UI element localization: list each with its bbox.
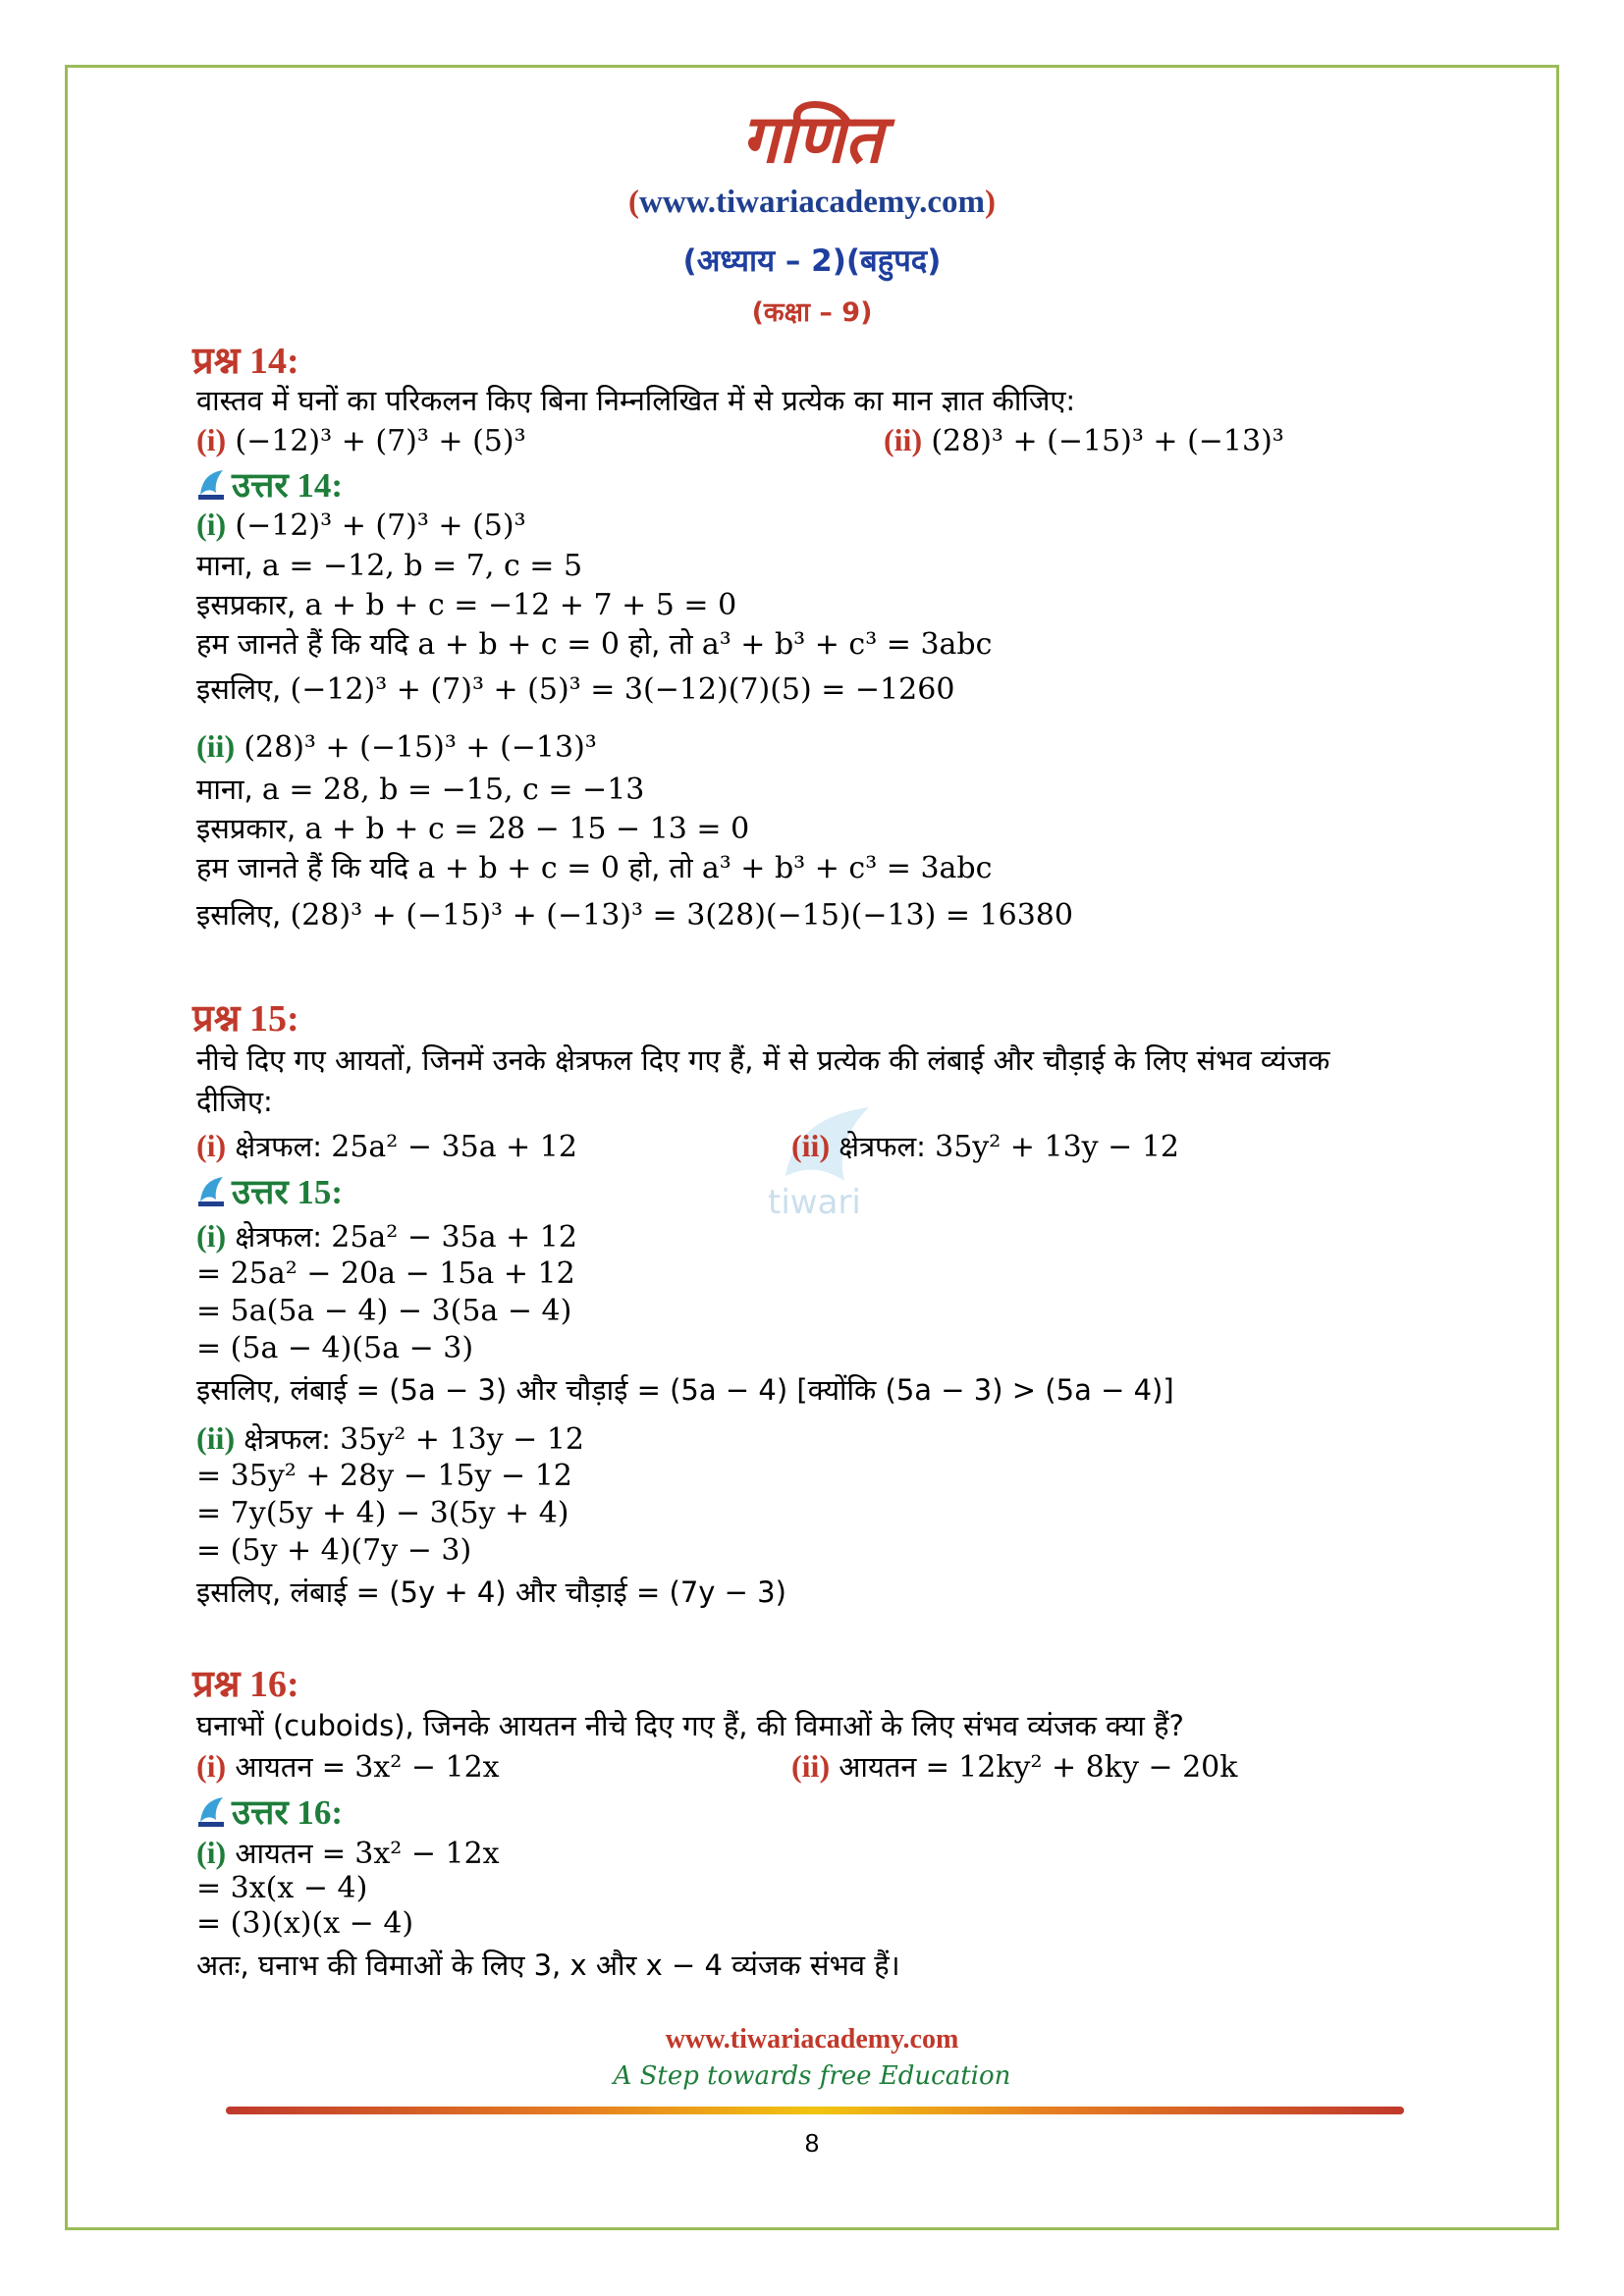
math-expr: 12ky² + 8ky − 20k: [958, 1750, 1238, 1785]
math-expr: a³ + b³ + c³ = 3abc: [701, 851, 993, 885]
a14-ii-line-4: [196, 895, 1073, 934]
text-part: माना,: [196, 549, 262, 582]
a15-i-step-1: = 25a² − 20a − 15a + 12: [196, 1256, 575, 1291]
part-tag: (i): [196, 507, 227, 542]
text-part: क्षेत्रफल:: [830, 1130, 936, 1163]
a15-part-ii-head: [196, 1419, 584, 1458]
text-part: क्षेत्रफल:: [235, 1422, 341, 1456]
part-tag: (i): [196, 1218, 227, 1254]
math-expr: (28)³ + (−15)³ + (−13)³: [931, 424, 1284, 458]
text-part: माना,: [196, 773, 262, 806]
part-tag: (i): [196, 1128, 227, 1163]
answer-15-label: [196, 1168, 343, 1214]
text-part: इसलिए,: [196, 898, 291, 932]
answer-label-text: उत्तर 14:: [232, 466, 344, 505]
watermark-text: tiwari: [768, 1183, 861, 1222]
question-15-text-2: दीजिए:: [196, 1085, 273, 1118]
math-expr: a + b + c = 28 − 15 − 13 = 0: [304, 812, 750, 846]
part-tag: (ii): [791, 1748, 831, 1784]
a16-i-conclusion: अतः, घनाभ की विमाओं के लिए 3, x और x − 4 व्यंजक संभव हैं।: [196, 1949, 900, 1982]
a14-i-line-1: [196, 546, 582, 584]
math-expr: 25a² − 35a + 12: [331, 1130, 577, 1164]
text-part: इसप्रकार,: [196, 588, 305, 621]
math-expr: 25a² − 35a + 12: [331, 1220, 577, 1255]
text-part: इसप्रकार,: [196, 812, 305, 845]
a15-i-step-2: = 5a(5a − 4) − 3(5a − 4): [196, 1294, 572, 1328]
a15-ii-conclusion: इसलिए, लंबाई = (5y + 4) और चौड़ाई = (7y − 3): [196, 1575, 786, 1609]
math-expr: (−12)³ + (7)³ + (5)³ = 3(−12)(7)(5) = −1260: [290, 672, 955, 707]
q14-part-i: [196, 422, 526, 458]
q16-part-ii: [791, 1747, 1237, 1786]
math-expr: 35y² + 13y − 12: [935, 1130, 1179, 1164]
part-tag: (ii): [791, 1128, 831, 1163]
page-title: गणित: [741, 100, 883, 179]
question-14-label: प्रश्न 14:: [192, 341, 299, 382]
paren-close: ): [984, 185, 996, 220]
question-15-text-1: नीचे दिए गए आयतों, जिनमें उनके क्षेत्रफल दिए गए हैं, में से प्रत्येक की लंबाई और चौड़ाई के लिए संभव व्यंजक: [196, 1043, 1330, 1077]
q16-part-i: [196, 1747, 500, 1786]
a14-i-line-2: [196, 585, 736, 623]
tiwari-logo-icon: [196, 1794, 226, 1828]
a16-part-i-head: [196, 1834, 500, 1872]
text-part: आयतन =: [830, 1750, 959, 1784]
math-expr: (28)³ + (−15)³ + (−13)³: [244, 730, 597, 765]
a15-ii-step-2: = 7y(5y + 4) − 3(5y + 4): [196, 1496, 569, 1530]
a14-ii-line-2: [196, 809, 749, 847]
a15-ii-step-1: = 35y² + 28y − 15y − 12: [196, 1459, 572, 1493]
part-tag: (ii): [196, 728, 236, 764]
answer-14-label: [196, 461, 343, 507]
question-16-text: घनाभों (cuboids), जिनके आयतन नीचे दिए गए हैं, की विमाओं के लिए संभव व्यंजक क्या हैं?: [196, 1709, 1184, 1742]
chapter-heading: (अध्याय – 2)(बहुपद): [682, 243, 942, 279]
math-expr: a + b + c = 0: [417, 627, 621, 662]
a14-i-line-3: [196, 624, 992, 663]
a14-ii-line-3: [196, 848, 992, 886]
footer-url-link[interactable]: www.tiwariacademy.com: [665, 2024, 959, 2055]
text-part: हम जानते हैं कि यदि: [196, 851, 418, 884]
header-website: [0, 185, 1624, 221]
header-url-link[interactable]: www.tiwariacademy.com: [639, 185, 985, 220]
part-tag: (i): [196, 1748, 227, 1784]
math-expr: a = −12, b = 7, c = 5: [261, 549, 583, 583]
question-14-text: वास्तव में घनों का परिकलन किए बिना निम्नलिखित में से प्रत्येक का मान ज्ञात कीजिए:: [196, 384, 1076, 417]
class-heading: (कक्षा – 9): [751, 297, 873, 328]
paren-open: (: [628, 185, 640, 220]
text-part: हम जानते हैं कि यदि: [196, 627, 418, 661]
q15-part-ii: [791, 1127, 1179, 1165]
math-expr: (−12)³ + (7)³ + (5)³: [235, 508, 526, 543]
math-expr: 3x² − 12x: [354, 1837, 500, 1871]
tiwari-logo-icon: [196, 1174, 226, 1207]
tiwari-logo-icon: [196, 467, 226, 501]
part-tag: (ii): [196, 1420, 236, 1456]
part-tag: (ii): [884, 422, 923, 457]
footer-tagline: A Step towards free Education: [613, 2061, 1011, 2091]
a14-part-ii-head: [196, 728, 597, 765]
answer-16-label: [196, 1789, 343, 1835]
text-part: हो, तो: [620, 851, 702, 884]
a15-ii-step-3: = (5y + 4)(7y − 3): [196, 1533, 472, 1568]
math-expr: a = 28, b = −15, c = −13: [261, 773, 645, 807]
answer-label-text: उत्तर 16:: [232, 1793, 344, 1832]
footer-divider: [226, 2107, 1404, 2114]
math-expr: a³ + b³ + c³ = 3abc: [701, 627, 993, 662]
text-part: आयतन =: [226, 1837, 355, 1870]
math-expr: a + b + c = 0: [417, 851, 621, 885]
text-part: क्षेत्रफल:: [226, 1130, 332, 1163]
math-expr: (−12)³ + (7)³ + (5)³: [235, 424, 526, 458]
answer-label-text: उत्तर 15:: [232, 1173, 344, 1211]
math-expr: 35y² + 13y − 12: [340, 1422, 584, 1457]
page-number: 8: [804, 2128, 820, 2158]
part-tag: (i): [196, 1835, 227, 1870]
a15-i-conclusion: इसलिए, लंबाई = (5a − 3) और चौड़ाई = (5a − 4) [क्योंकि (5a − 3) > (5a − 4)]: [196, 1373, 1174, 1407]
math-expr: 3x² − 12x: [354, 1750, 500, 1785]
part-tag: (i): [196, 422, 227, 457]
math-expr: a + b + c = −12 + 7 + 5 = 0: [304, 588, 737, 622]
a16-i-step-1: = 3x(x − 4): [196, 1871, 368, 1905]
a14-i-line-4: [196, 669, 954, 708]
text-part: क्षेत्रफल:: [226, 1220, 332, 1254]
text-part: हो, तो: [620, 627, 702, 661]
a15-i-step-3: = (5a − 4)(5a − 3): [196, 1331, 474, 1365]
text-part: इसलिए,: [196, 672, 291, 706]
math-expr: (28)³ + (−15)³ + (−13)³ = 3(28)(−15)(−13) = 16380: [290, 898, 1073, 933]
q15-part-i: [196, 1127, 577, 1165]
a15-part-i-head: [196, 1217, 577, 1255]
a16-i-step-2: = (3)(x)(x − 4): [196, 1906, 414, 1941]
q14-part-ii: [884, 422, 1284, 458]
text-part: आयतन =: [226, 1750, 355, 1784]
a14-ii-line-1: [196, 770, 644, 808]
question-15-label: प्रश्न 15:: [192, 998, 299, 1040]
question-16-label: प्रश्न 16:: [192, 1664, 299, 1705]
a14-part-i-head: [196, 507, 526, 543]
